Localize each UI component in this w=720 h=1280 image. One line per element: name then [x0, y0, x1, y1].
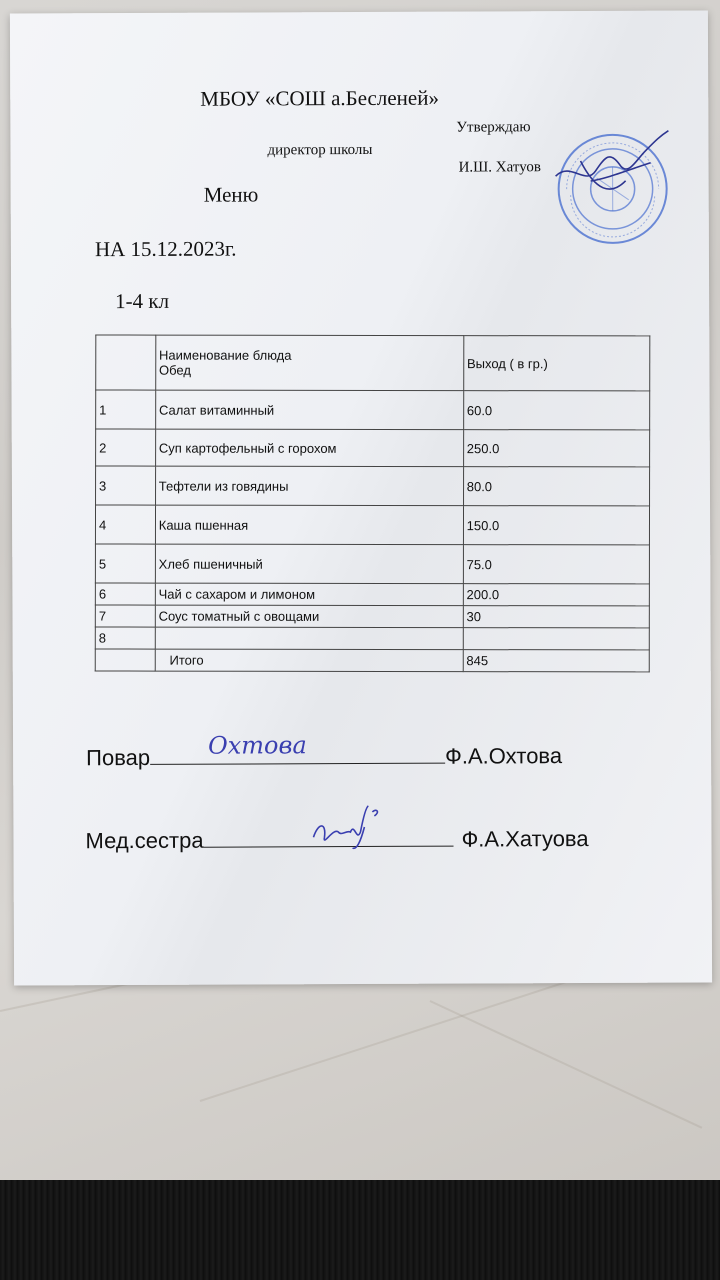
total-value: 845 [463, 650, 649, 672]
cook-label: Повар [86, 744, 151, 771]
table-row [95, 583, 649, 606]
table-row [96, 390, 650, 430]
dish-weight: 60.0 [463, 391, 649, 430]
dish-weight: 250.0 [463, 430, 649, 467]
table-header-row [96, 335, 650, 391]
header-meal: Обед [159, 362, 191, 378]
dish-name [155, 627, 463, 650]
row-number: 4 [95, 505, 155, 544]
dish-weight: 150.0 [463, 506, 649, 545]
nurse-label: Мед.сестра [85, 827, 204, 854]
dish-name: Салат витаминный [155, 390, 463, 430]
director-label: директор школы [267, 141, 373, 159]
table-row [95, 505, 649, 545]
nurse-name: Ф.А.Хатуова [461, 826, 589, 852]
dish-name: Тефтели из говядины [155, 466, 463, 506]
row-number: 5 [95, 544, 155, 583]
row-number: 1 [96, 390, 156, 429]
row-number: 8 [95, 627, 155, 649]
dish-name: Хлеб пшеничный [155, 544, 463, 584]
approve-label: Утверждаю [456, 119, 531, 136]
cook-name: Ф.А.Охтова [445, 743, 563, 769]
total-row [95, 649, 649, 672]
table-row [96, 466, 650, 506]
dish-weight: 30 [463, 606, 649, 628]
floor-background [0, 1180, 720, 1280]
row-number: 7 [95, 605, 155, 627]
total-label: Итого [155, 649, 463, 672]
table-row [95, 544, 649, 584]
dish-name: Чай с сахаром и лимоном [155, 583, 463, 606]
menu-date: НА 15.12.2023г. [94, 236, 237, 262]
grade-label: 1-4 кл [115, 288, 170, 314]
dish-name: Соус томатный с овощами [155, 605, 463, 628]
dish-name: Каша пшенная [155, 505, 463, 545]
school-name: МБОУ «СОШ а.Бесленей» [200, 85, 440, 111]
row-number: 3 [96, 466, 156, 505]
table-row [96, 429, 650, 467]
dish-weight: 75.0 [463, 545, 649, 584]
header-dish-name: Наименование блюда [159, 347, 292, 363]
table-row [95, 605, 649, 628]
row-number: 6 [95, 583, 155, 605]
dish-weight: 80.0 [463, 467, 649, 506]
table-row [95, 627, 649, 650]
director-signature-icon [550, 121, 670, 212]
cook-signature-line [86, 731, 563, 771]
dish-name: Суп картофельный с горохом [155, 429, 463, 467]
row-number: 2 [96, 429, 156, 466]
header-weight: Выход ( в гр.) [463, 336, 649, 391]
cook-handwritten-signature: Охтова [207, 731, 307, 760]
director-name: И.Ш. Хатуов [458, 159, 541, 176]
dish-weight [463, 628, 649, 650]
menu-table [95, 334, 651, 672]
menu-title: Меню [203, 182, 259, 207]
nurse-signature-icon [308, 802, 388, 852]
dish-weight: 200.0 [463, 584, 649, 606]
menu-sheet [10, 10, 712, 985]
